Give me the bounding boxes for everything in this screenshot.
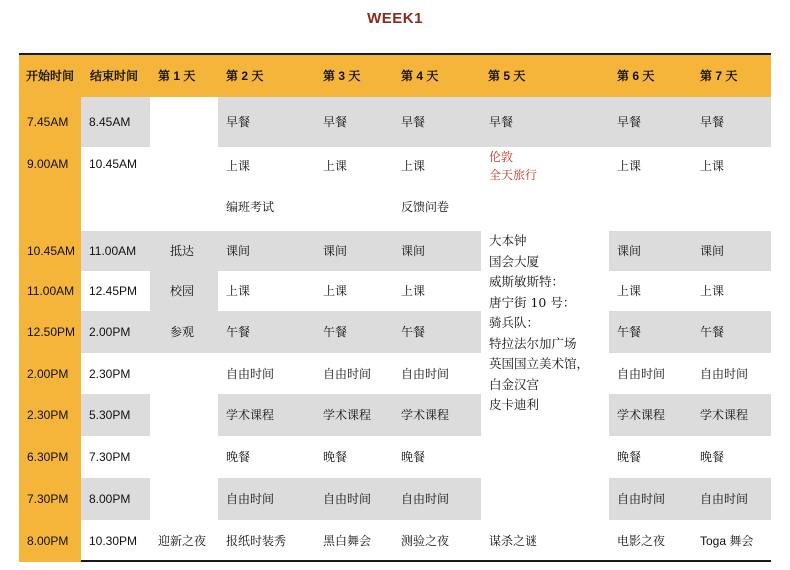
day-4-cell: 自由时间 xyxy=(401,366,450,381)
header-day-6: 第 6 天 xyxy=(617,55,654,97)
day-1-cell: 参观 xyxy=(170,325,195,339)
start-time: 9.00AM xyxy=(27,157,69,171)
sight-item: 白金汉宫 xyxy=(489,376,540,392)
day-2-cell: 报纸时装秀 xyxy=(226,534,287,548)
day-3-cell: 课间 xyxy=(323,244,348,258)
day-5-cell: 早餐 xyxy=(489,115,514,129)
header-day-7: 第 7 天 xyxy=(700,55,737,97)
sight-item: 唐宁街 10 号： xyxy=(489,294,576,310)
header-start-time: 开始时间 xyxy=(26,55,74,97)
schedule-table xyxy=(19,53,771,562)
day-1-cell: 校园 xyxy=(170,284,195,298)
start-time: 6.30PM xyxy=(27,450,69,464)
header-day-5: 第 5 天 xyxy=(488,55,525,97)
day-3-cell: 午餐 xyxy=(323,325,348,339)
day-7-cell: 课间 xyxy=(700,244,725,258)
end-time: 11.00AM xyxy=(89,244,137,258)
day-2-cell: 上课 xyxy=(226,159,251,173)
day-2-cell: 学术课程 xyxy=(226,408,275,422)
header-day-1: 第 1 天 xyxy=(158,55,195,97)
day-3-cell: 自由时间 xyxy=(323,366,372,381)
sight-item: 国会大厦 xyxy=(489,253,540,269)
day-7-cell: 学术课程 xyxy=(700,408,749,422)
start-time: 12.50PM xyxy=(27,325,76,339)
day-3-cell: 学术课程 xyxy=(323,408,372,422)
day-6-cell: 上课 xyxy=(617,284,642,298)
day-4-cell: 上课 xyxy=(401,159,426,173)
header-day-2: 第 2 天 xyxy=(226,55,263,97)
day-7-cell: Toga 舞会 xyxy=(700,534,754,548)
header-end-time: 结束时间 xyxy=(90,55,138,97)
day-7-cell: 自由时间 xyxy=(700,366,749,381)
end-time: 7.30PM xyxy=(89,450,131,464)
day-3-cell: 黑白舞会 xyxy=(323,534,372,548)
day-2-cell: 晚餐 xyxy=(226,450,251,464)
day-6-cell: 上课 xyxy=(617,159,642,173)
day-5-london-trip xyxy=(481,148,601,184)
day-6-cell: 早餐 xyxy=(617,115,642,129)
day-4-cell: 课间 xyxy=(401,244,426,258)
end-time: 10.45AM xyxy=(89,157,138,171)
end-time: 2.00PM xyxy=(89,325,131,339)
sight-item: 皮卡迪利 xyxy=(489,397,540,412)
start-time: 2.00PM xyxy=(27,366,69,381)
day-3-cell: 上课 xyxy=(323,284,348,298)
day-4-cell: 测验之夜 xyxy=(401,534,450,548)
day-2-cell: 上课 xyxy=(226,284,251,298)
day-4-cell: 早餐 xyxy=(401,115,426,129)
day-5-sights-list xyxy=(489,231,607,416)
day-4-cell-extra: 反馈问卷 xyxy=(401,200,450,214)
header-day-3: 第 3 天 xyxy=(323,55,360,97)
day-6-cell: 自由时间 xyxy=(617,492,666,506)
sight-item: 骑兵队： xyxy=(489,315,540,330)
day-6-cell: 午餐 xyxy=(617,325,642,339)
page-title: WEEK1 xyxy=(367,10,423,27)
day-4-cell: 自由时间 xyxy=(401,492,450,506)
day-6-cell: 晚餐 xyxy=(617,450,642,464)
day-1-empty xyxy=(150,97,218,147)
trip-line: 伦敦 xyxy=(489,150,514,164)
day-2-cell: 自由时间 xyxy=(226,366,275,381)
day-3-cell: 晚餐 xyxy=(323,450,348,464)
end-time: 10.30PM xyxy=(89,534,138,548)
end-time: 8.45AM xyxy=(89,115,131,129)
start-time: 10.45AM xyxy=(27,244,76,258)
day-6-cell: 学术课程 xyxy=(617,408,666,422)
day-7-cell: 早餐 xyxy=(700,115,725,129)
day-5-cell: 谋杀之谜 xyxy=(489,534,538,548)
day-7-cell: 自由时间 xyxy=(700,492,749,506)
header-day-4: 第 4 天 xyxy=(401,55,438,97)
start-time: 2.30PM xyxy=(27,408,69,422)
day-1-cell: 抵达 xyxy=(170,244,195,258)
day-3-cell: 早餐 xyxy=(323,115,348,129)
day-4-cell: 上课 xyxy=(401,284,426,298)
sight-item: 威斯敏斯特： xyxy=(489,274,565,289)
day-3-cell: 自由时间 xyxy=(323,492,372,506)
sight-item: 大本钟 xyxy=(489,233,527,248)
start-time: 7.45AM xyxy=(27,115,69,129)
day-7-cell: 上课 xyxy=(700,159,725,173)
sight-item: 英国国立美术馆， xyxy=(489,356,590,371)
day-2-cell: 自由时间 xyxy=(226,492,275,506)
day-2-cell: 午餐 xyxy=(226,325,251,339)
day-3-cell: 上课 xyxy=(323,159,348,173)
day-1-cell: 迎新之夜 xyxy=(158,534,207,548)
day-4-cell: 午餐 xyxy=(401,325,426,339)
start-time: 7.30PM xyxy=(27,492,69,506)
day-7-cell: 午餐 xyxy=(700,325,725,339)
end-time: 12.45PM xyxy=(89,284,138,298)
day-7-cell: 上课 xyxy=(700,284,725,298)
day-7-cell: 晚餐 xyxy=(700,450,725,464)
day-2-cell: 课间 xyxy=(226,244,251,258)
trip-line: 全天旅行 xyxy=(489,168,538,182)
day-6-cell: 课间 xyxy=(617,244,642,258)
start-time: 8.00PM xyxy=(27,534,69,548)
day-4-cell: 晚餐 xyxy=(401,450,426,464)
start-time: 11.00AM xyxy=(27,284,75,298)
end-time: 5.30PM xyxy=(89,408,131,422)
sight-item: 特拉法尔加广场 xyxy=(489,335,577,351)
day-2-cell-extra: 编班考试 xyxy=(226,200,275,214)
end-time: 2.30PM xyxy=(89,366,131,381)
end-time: 8.00PM xyxy=(89,492,131,506)
day-1-empty xyxy=(150,394,218,520)
day-2-cell: 早餐 xyxy=(226,115,251,129)
day-6-cell: 自由时间 xyxy=(617,366,666,381)
day-4-cell: 学术课程 xyxy=(401,408,450,422)
day-6-cell: 电影之夜 xyxy=(617,534,666,548)
